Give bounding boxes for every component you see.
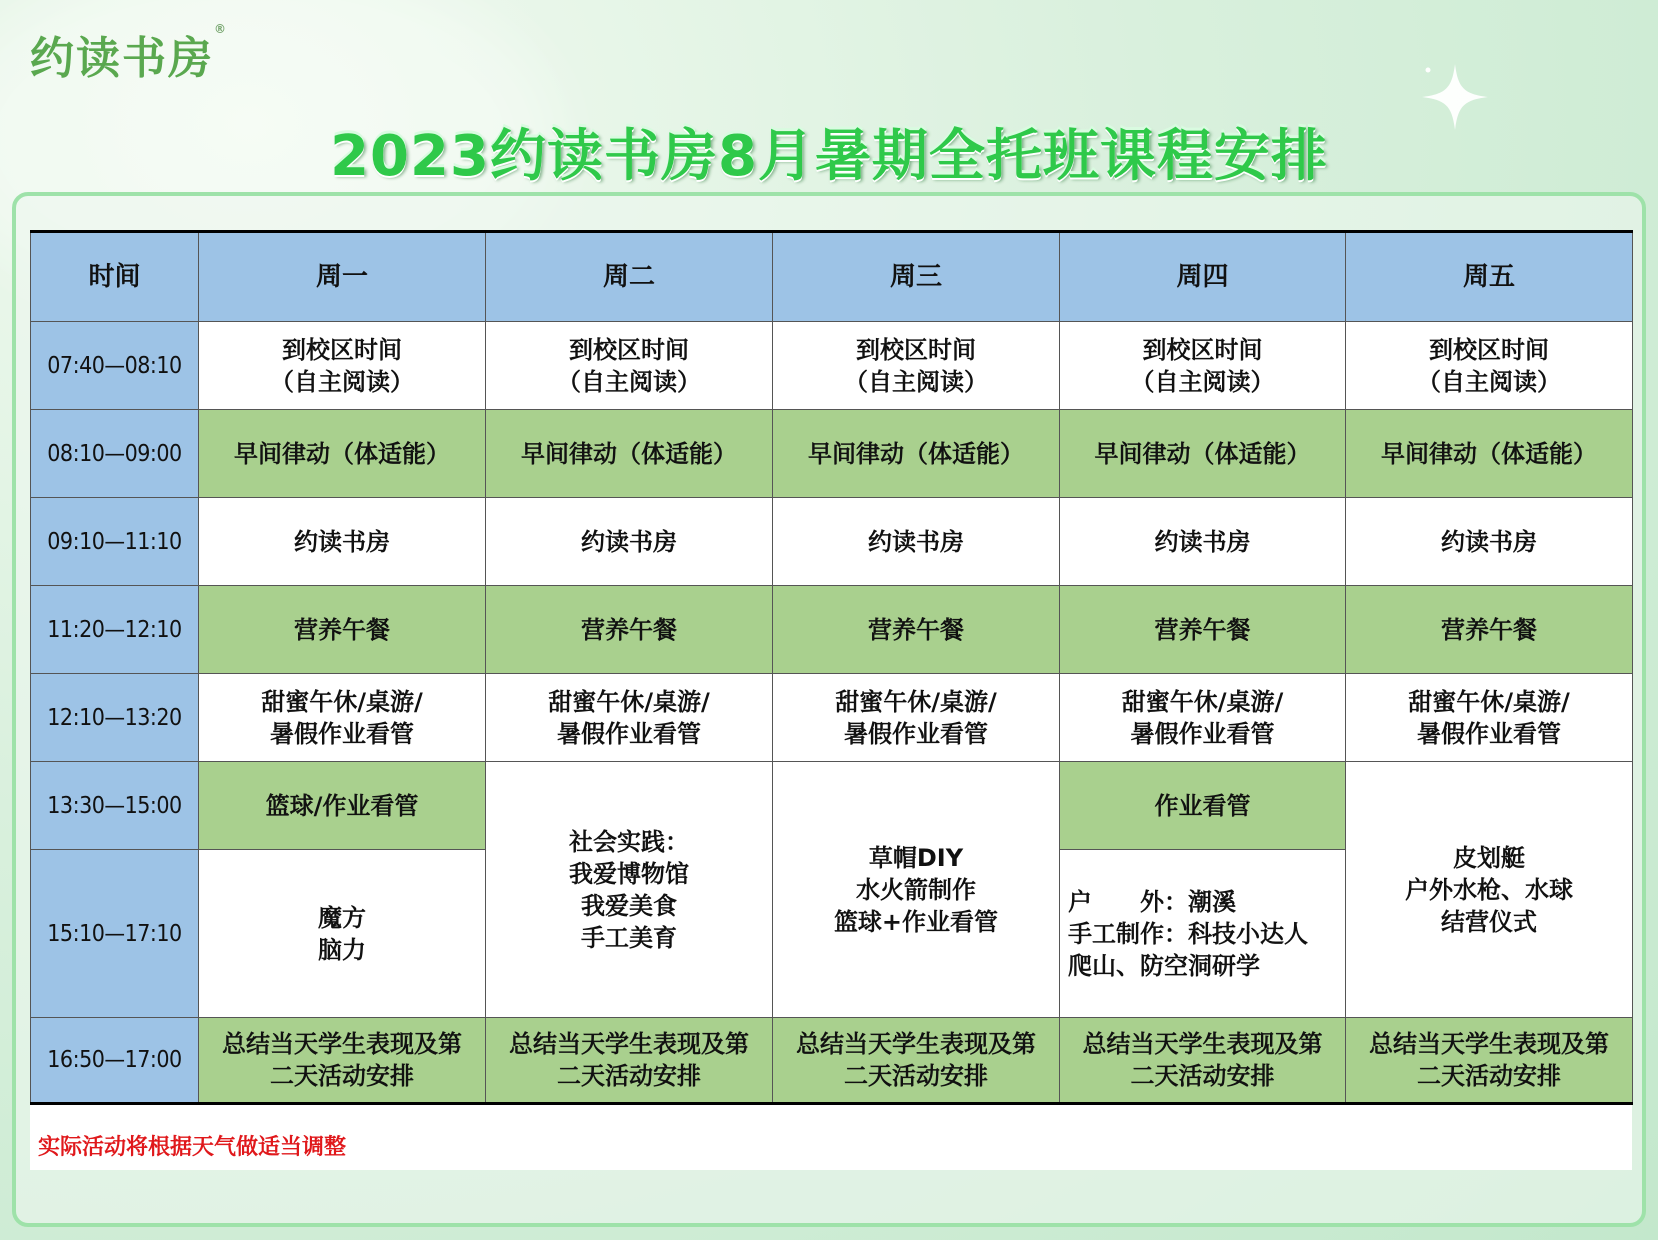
cell-line: 我爱博物馆 bbox=[569, 859, 689, 888]
header-fri: 周五 bbox=[1346, 232, 1633, 322]
cell-line: （自主阅读） bbox=[1417, 367, 1561, 396]
cell-line: 手工制作：科技小达人 bbox=[1068, 919, 1308, 948]
schedule-cell bbox=[773, 1018, 1060, 1104]
schedule-cell bbox=[773, 674, 1060, 762]
cell-line: （自主阅读） bbox=[1130, 367, 1275, 396]
cell-line: 到校区时间 bbox=[1142, 335, 1263, 364]
schedule-cell bbox=[486, 1018, 773, 1104]
schedule-cell: 早间律动（体适能） bbox=[773, 410, 1060, 498]
cell-line: （自主阅读） bbox=[844, 367, 988, 396]
cell-line: 二天活动安排 bbox=[1417, 1062, 1561, 1090]
cell-line: 手工美育 bbox=[581, 923, 677, 952]
registered-mark: ® bbox=[214, 22, 228, 36]
schedule-cell: 早间律动（体适能） bbox=[486, 410, 773, 498]
schedule-cell-wed-afternoon bbox=[773, 762, 1060, 1018]
schedule-cell-thu-late bbox=[1060, 850, 1346, 1018]
schedule-cell bbox=[1346, 674, 1633, 762]
cell-line: 二天活动安排 bbox=[844, 1062, 988, 1090]
cell-line: 甜蜜午休/桌游/ bbox=[1121, 687, 1284, 716]
schedule-cell: 营养午餐 bbox=[486, 586, 773, 674]
cell-line: 总结当天学生表现及第 bbox=[1082, 1030, 1323, 1058]
table-row bbox=[31, 410, 1633, 498]
cell-line: 二天活动安排 bbox=[270, 1062, 414, 1090]
schedule-cell: 营养午餐 bbox=[773, 586, 1060, 674]
schedule-cell-fri-afternoon bbox=[1346, 762, 1633, 1018]
time-cell: 11:20—12:10 bbox=[31, 586, 199, 674]
schedule-cell: 约读书房 bbox=[199, 498, 486, 586]
schedule-cell bbox=[1060, 1018, 1346, 1104]
brand-name: 约读书房 bbox=[30, 33, 214, 84]
schedule-cell bbox=[199, 674, 486, 762]
schedule-cell bbox=[773, 322, 1060, 410]
cell-line: 社会实践： bbox=[569, 827, 689, 856]
cell-line: 到校区时间 bbox=[282, 335, 402, 364]
cell-line: 户外水枪、水球 bbox=[1405, 875, 1573, 904]
header-time: 时间 bbox=[31, 232, 199, 322]
time-cell: 16:50—17:00 bbox=[31, 1018, 199, 1104]
cell-line: 总结当天学生表现及第 bbox=[509, 1030, 749, 1058]
time-cell: 12:10—13:20 bbox=[31, 674, 199, 762]
time-cell: 08:10—09:00 bbox=[31, 410, 199, 498]
schedule-cell: 营养午餐 bbox=[1060, 586, 1346, 674]
cell-line: （自主阅读） bbox=[557, 367, 701, 396]
cell-line: 结营仪式 bbox=[1441, 907, 1537, 936]
schedule-cell-tue-afternoon bbox=[486, 762, 773, 1018]
weather-note: 实际活动将根据天气做适当调整 bbox=[38, 1134, 347, 1160]
schedule-cell-mon-late bbox=[199, 850, 486, 1018]
header-tue: 周二 bbox=[486, 232, 773, 322]
cell-line: 我爱美食 bbox=[581, 891, 677, 920]
table-row bbox=[31, 762, 1633, 850]
cell-line: 到校区时间 bbox=[1429, 335, 1549, 364]
cell-line: （自主阅读） bbox=[270, 367, 414, 396]
table-row bbox=[31, 498, 1633, 586]
cell-line: 甜蜜午休/桌游/ bbox=[1408, 687, 1570, 716]
schedule-cell: 营养午餐 bbox=[199, 586, 486, 674]
table-row bbox=[31, 586, 1633, 674]
cell-line: 总结当天学生表现及第 bbox=[1369, 1030, 1609, 1058]
page-title: 2023约读书房8月暑期全托班课程安排 bbox=[330, 124, 1328, 189]
cell-line: 篮球+作业看管 bbox=[833, 907, 999, 936]
schedule-cell: 约读书房 bbox=[1346, 498, 1633, 586]
cell-line: 水火箭制作 bbox=[856, 875, 976, 904]
table-header-row bbox=[31, 232, 1633, 322]
brand-logo bbox=[30, 22, 228, 86]
schedule-cell bbox=[1346, 1018, 1633, 1104]
table-row bbox=[31, 322, 1633, 410]
schedule-table bbox=[30, 230, 1633, 1105]
header-thu: 周四 bbox=[1060, 232, 1346, 322]
schedule-cell bbox=[1060, 322, 1346, 410]
schedule-cell: 早间律动（体适能） bbox=[1346, 410, 1633, 498]
time-cell: 07:40—08:10 bbox=[31, 322, 199, 410]
time-cell: 13:30—15:00 bbox=[31, 762, 199, 850]
schedule-cell-mon-early: 篮球/作业看管 bbox=[199, 762, 486, 850]
cell-line: 暑假作业看管 bbox=[1417, 719, 1561, 748]
time-cell: 09:10—11:10 bbox=[31, 498, 199, 586]
cell-line: 二天活动安排 bbox=[1130, 1062, 1275, 1090]
cell-line: 甜蜜午休/桌游/ bbox=[261, 687, 423, 716]
cell-line: 爬山、防空洞研学 bbox=[1068, 951, 1260, 980]
cell-line: 脑力 bbox=[318, 935, 366, 964]
cell-line: 魔方 bbox=[318, 903, 366, 932]
header-mon: 周一 bbox=[199, 232, 486, 322]
schedule-cell bbox=[486, 322, 773, 410]
cell-line: 总结当天学生表现及第 bbox=[222, 1030, 462, 1058]
time-cell: 15:10—17:10 bbox=[31, 850, 199, 1018]
table-row bbox=[31, 1018, 1633, 1104]
cell-line: 到校区时间 bbox=[856, 335, 976, 364]
schedule-cell bbox=[1346, 322, 1633, 410]
header-wed: 周三 bbox=[773, 232, 1060, 322]
cell-line: 甜蜜午休/桌游/ bbox=[835, 687, 997, 716]
schedule-cell: 早间律动（体适能） bbox=[1060, 410, 1346, 498]
cell-line: 暑假作业看管 bbox=[844, 719, 988, 748]
schedule-cell: 约读书房 bbox=[1060, 498, 1346, 586]
cell-line: 甜蜜午休/桌游/ bbox=[548, 687, 710, 716]
cell-line: 暑假作业看管 bbox=[1130, 719, 1275, 748]
cell-line: 暑假作业看管 bbox=[270, 719, 414, 748]
schedule-cell bbox=[199, 322, 486, 410]
schedule-cell bbox=[1060, 674, 1346, 762]
cell-line: 皮划艇 bbox=[1453, 843, 1525, 872]
table-row bbox=[31, 674, 1633, 762]
schedule-cell: 约读书房 bbox=[773, 498, 1060, 586]
schedule-cell-thu-early: 作业看管 bbox=[1060, 762, 1346, 850]
schedule-cell bbox=[486, 674, 773, 762]
schedule-cell: 营养午餐 bbox=[1346, 586, 1633, 674]
cell-line: 草帽DIY bbox=[868, 843, 964, 872]
cell-line: 到校区时间 bbox=[569, 335, 689, 364]
cell-line: 暑假作业看管 bbox=[557, 719, 701, 748]
schedule-cell bbox=[199, 1018, 486, 1104]
cell-line: 二天活动安排 bbox=[557, 1062, 701, 1090]
cell-line: 总结当天学生表现及第 bbox=[796, 1030, 1036, 1058]
cell-line: 户 外：潮溪 bbox=[1068, 887, 1236, 916]
schedule-cell: 约读书房 bbox=[486, 498, 773, 586]
schedule-cell: 早间律动（体适能） bbox=[199, 410, 486, 498]
